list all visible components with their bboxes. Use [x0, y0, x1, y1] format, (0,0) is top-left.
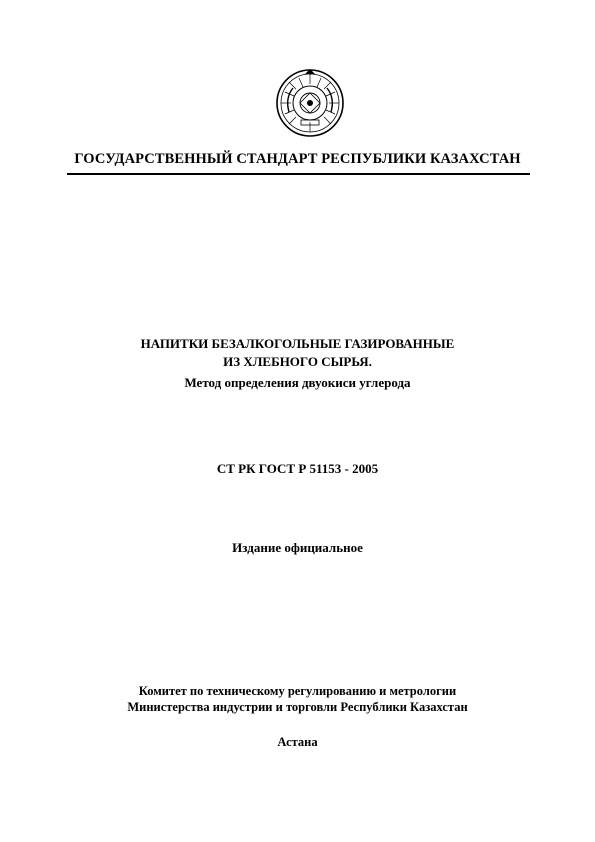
header-divider	[67, 173, 530, 175]
publisher-city: Астана	[277, 735, 318, 749]
publisher-line-2: Министерства индустрии и торговли Республики Казахстан	[127, 700, 468, 714]
title-subtitle: Метод определения двуокиси углерода	[184, 375, 411, 390]
state-emblem-icon	[275, 68, 345, 138]
title-line-1: НАПИТКИ БЕЗАЛКОГОЛЬНЫЕ ГАЗИРОВАННЫЕ	[140, 336, 455, 351]
publisher-line-1: Комитет по техническому регулированию и метрологии	[138, 684, 457, 698]
title-line-2: ИЗ ХЛЕБНОГО СЫРЬЯ.	[223, 354, 372, 369]
state-standard-heading: ГОСУДАРСТВЕННЫЙ СТАНДАРТ РЕСПУБЛИКИ КАЗАХСТАН	[74, 151, 521, 167]
standard-designation: СТ РК ГОСТ Р 51153 - 2005	[216, 461, 379, 476]
edition-label: Издание официальное	[232, 540, 363, 555]
